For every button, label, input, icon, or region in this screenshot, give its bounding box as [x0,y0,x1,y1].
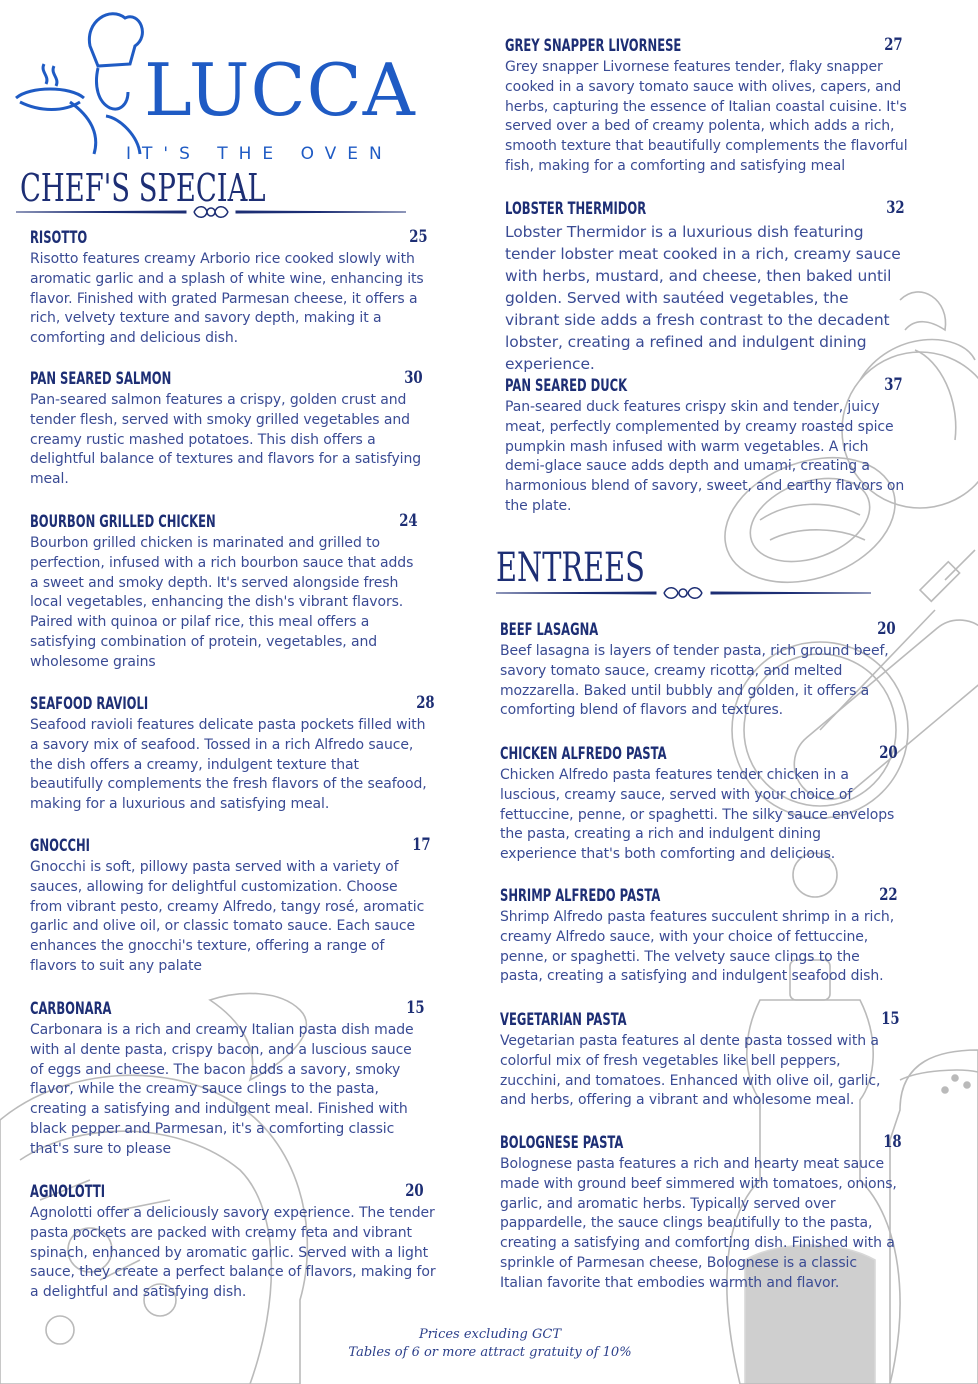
menu-item [30,512,418,673]
item-name: BOURBON GRILLED CHICKEN [30,512,216,532]
item-name: GNOCCHI [30,836,90,856]
footer-note [300,1326,680,1362]
item-description: Carbonara is a rich and creamy Italian pasta dish made with al dente pasta, crispy bacon, and a luscious sauce of eggs and cheese. The bacon adds a savory, smoky flavor, while the creamy sauce clings to the pasta, creating a satisfying and indulgent meal. Finished with black pepper and Parmesan, it's a comforting classic that's sure to please [30,1022,414,1157]
item-price: 20 [879,743,898,763]
item-description: Seafood ravioli features delicate pasta pockets filled with a savory mix of seafood. Tossed in a rich Alfredo sauce, the dish offers a creamy, indulgent texture that beautifully complements the fresh flavors of the seafood, making for a luxurious and satisfying meal. [30,717,427,813]
chefs-special-divider [16,202,406,222]
item-description: Gnocchi is soft, pillowy pasta served with a variety of sauces, allowing for delightful customization. Choose from vibrant pesto, creamy Alfredo, tangy rosé, aromatic garlic and olive oil, or classic tomato sauce. Each sauce enhances the gnocchi's texture, offering a range of flavors to suit any palate [30,859,425,974]
item-name: LOBSTER THERMIDOR [505,199,647,219]
item-description: Agnolotti offer a deliciously savory experience. The tender pasta pockets are packed with creamy feta and vibrant spinach, enhanced by aromatic garlic. Served with a light sauce, they create a perfect balance of flavors, making for a delightful and satisfying dish. [30,1205,436,1301]
item-name: AGNOLOTTI [30,1182,106,1202]
item-price: 28 [416,693,435,713]
brand-tagline: IT'S THE OVEN [126,144,393,164]
item-price: 20 [877,619,896,639]
item-name: RISOTTO [30,228,88,248]
item-price: 22 [879,885,898,905]
item-name: SHRIMP ALFREDO PASTA [500,886,661,906]
item-price: 25 [409,227,428,247]
item-name: CHICKEN ALFREDO PASTA [500,744,667,764]
menu-item [30,999,425,1160]
item-price: 37 [884,375,903,395]
menu-item [500,744,898,865]
menu-item [30,228,428,349]
item-price: 32 [886,198,905,218]
item-price: 15 [881,1009,900,1029]
menu-item [30,369,423,490]
chef-icon [10,6,150,156]
entrees-divider [496,583,871,603]
item-name: BOLOGNESE PASTA [500,1133,624,1153]
item-name: VEGETARIAN PASTA [500,1010,627,1030]
item-description: Beef lasagna is layers of tender pasta, rich ground beef, savory tomato sauce, creamy ricotta, and melted mozzarella. Baked until bubbly and golden, it offers a comforting blend of flavors and textures. [500,643,889,719]
item-name: PAN SEARED SALMON [30,369,172,389]
item-description: Bolognese pasta features a rich and hearty meat sauce made with ground beef simmered with tomatoes, onions, garlic, and aromatic herbs. Typically served over pappardelle, the sauce clings beautifully to the pasta, creating a satisfying and comforting dish. Finished with a sprinkle of Parmesan cheese, Bolognese is a classic Italian favorite that embodies warmth and flavor. [500,1156,897,1291]
item-price: 20 [405,1181,424,1201]
item-name: GREY SNAPPER LIVORNESE [505,36,682,56]
item-name: PAN SEARED DUCK [505,376,628,396]
item-description: Risotto features creamy Arborio rice cooked slowly with aromatic garlic and a splash of white wine, enhancing its flavor. Finished with grated Parmesan cheese, it offers a rich, velvety texture and savory depth, making it a comforting and delicious dish. [30,251,424,347]
menu-item [500,1010,900,1111]
item-description: Vegetarian pasta features al dente pasta tossed with a colorful mix of fresh vegetables like bell peppers, zucchini, and tomatoes. Enhanced with olive oil, garlic, and herbs, offering a vibrant and wholesome meal. [500,1033,881,1109]
footer-gct-note: Prices excluding GCT [418,1327,562,1342]
footer-gratuity-note: Tables of 6 or more attract gratuity of 10% [348,1345,632,1360]
item-name: CARBONARA [30,999,112,1019]
menu-item [500,1133,902,1294]
item-description: Grey snapper Livornese features tender, flaky snapper cooked in a savory tomato sauce with olives, capers, and herbs, capturing the essence of Italian coastal cuisine. It's served over a bed of creamy polenta, which adds a rich, smooth texture that beautifully complements the flavorful fish, making for a comforting and satisfying meal [505,59,908,174]
item-description: Pan-seared salmon features a crispy, golden crust and tender flesh, served with smoky grilled vegetables and creamy rustic mashed potatoes. This dish offers a delightful balance of textures and flavors for a satisfying meal. [30,392,422,488]
item-name: BEEF LASAGNA [500,620,599,640]
item-description: Pan-seared duck features crispy skin and tender, juicy meat, perfectly complemented by creamy roasted spice pumpkin mash infused with warm vegetables. A rich demi-glace sauce adds depth and umami, creating a harmonious blend of savory, sweet, and earthy flavors on the plate. [505,399,905,514]
item-name: SEAFOOD RAVIOLI [30,694,149,714]
menu-item [505,376,911,517]
menu-item [30,836,431,977]
menu-item [30,694,435,815]
item-price: 24 [399,511,418,531]
item-price: 30 [404,368,423,388]
salt-shaker-illustration [890,1050,978,1384]
item-price: 15 [406,998,425,1018]
item-description: Shrimp Alfredo pasta features succulent shrimp in a rich, creamy Alfredo sauce, with your choice of fettuccine, penne, or spaghetti. The velvety sauce clings to the pasta, creating a satisfying and indulgent seafood dish. [500,909,895,985]
item-description: Bourbon grilled chicken is marinated and grilled to perfection, infused with a rich bourbon sauce that adds a sweet and smoky depth. It's served alongside fresh local vegetables, enhancing the dish's vibrant flavors. Paired with quinoa or pilaf rice, this meal offers a satisfying combination of protein, vegetables, and wholesome grains [30,535,414,670]
item-price: 18 [883,1132,902,1152]
menu-item [505,36,911,177]
menu-item [505,199,905,375]
item-description: Chicken Alfredo pasta features tender chicken in a luscious, creamy sauce, served with your choice of fettuccine, penne, or spaghetti. The silky sauce envelops the pasta, creating a rich and indulgent dining experience that's both comforting and delicious. [500,767,895,863]
entrees-title: ENTREES [496,545,645,591]
item-description: Lobster Thermidor is a luxurious dish featuring tender lobster meat cooked in a rich, creamy sauce with herbs, mustard, and cheese, then baked until golden. Served with sautéed vegetables, the vibrant side adds a fresh contrast to the decadent lobster, creating a refined and indulgent dining experience. [505,223,901,373]
menu-item [500,886,898,987]
chefs-special-title: CHEF'S SPECIAL [20,166,266,210]
item-price: 17 [412,835,431,855]
item-price: 27 [884,35,903,55]
brand-name: LUCCA [144,48,416,132]
menu-item [30,1182,440,1303]
brand-logo [10,6,416,166]
menu-item [500,620,896,721]
